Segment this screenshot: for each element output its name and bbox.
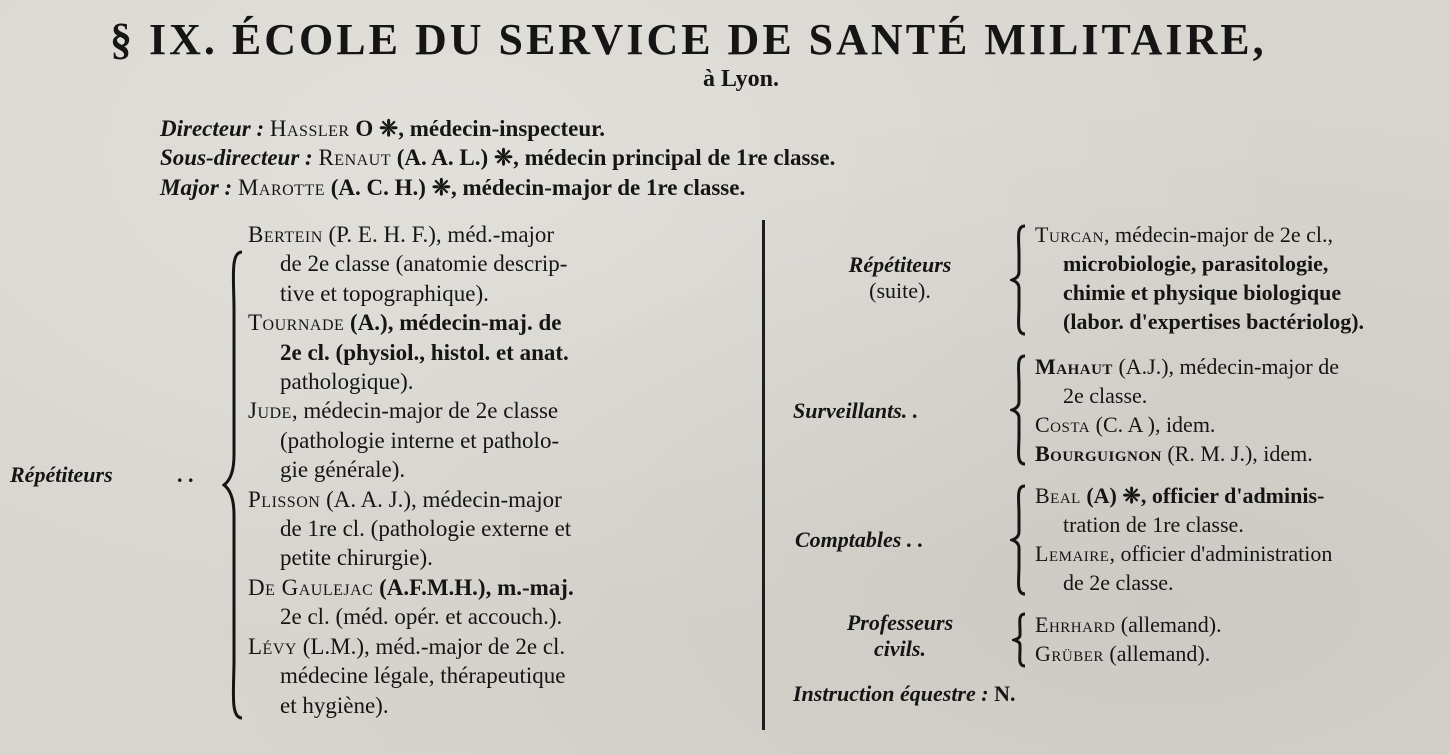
staff-directeur: Directeur : Hassler O ❈, médecin-inspecteur. bbox=[160, 116, 605, 141]
column-divider bbox=[762, 220, 765, 730]
professeurs-brace bbox=[1012, 612, 1028, 668]
surveillants-label: Surveillants. . bbox=[793, 398, 919, 423]
section-title: § IX. ÉCOLE DU SERVICE DE SANTÉ MILITAIRE, bbox=[110, 15, 1267, 64]
repetiteur-entry: De Gaulejac (A.F.M.H.), m.-maj. 2e cl. (méd. opér. et accouch.). bbox=[248, 574, 574, 630]
comptables-list: Beal (A) ❈, officier d'adminis- tration de 1re classe. Lemaire, officier d'administration de 2e classe. bbox=[1035, 483, 1333, 595]
surveillants-brace bbox=[1010, 354, 1028, 466]
repetiteurs-dots: . . bbox=[177, 462, 194, 487]
repetiteur-entry: Tournade (A.), médecin-maj. de 2e cl. (physiol., histol. et anat. pathologique). bbox=[248, 310, 569, 395]
repetiteur-entry: Plisson (A. A. J.), médecin-major de 1re cl. (pathologie externe et petite chirurgie). bbox=[248, 486, 572, 571]
repetiteurs-suite-entry: Turcan, médecin-major de 2e cl., microbiologie, parasitologie, chimie et physique biologique (labor. d'expertises bactériolog). bbox=[1035, 222, 1365, 334]
repetiteurs-brace bbox=[222, 250, 246, 720]
repetiteurs-suite-label: Répétiteurs (suite). bbox=[848, 252, 952, 303]
repetiteurs-list bbox=[248, 220, 738, 720]
repetiteur-entry: Jude, médecin-major de 2e classe (pathologie interne et patholo- gie générale). bbox=[248, 398, 560, 483]
comptables-brace bbox=[1010, 484, 1028, 596]
instruction-equestre: Instruction équestre : N. bbox=[793, 681, 1016, 706]
staff-sous-directeur: Sous-directeur : Renaut (A. A. L.) ❈, médecin principal de 1re classe. bbox=[160, 145, 836, 170]
comptables-label: Comptables . . bbox=[795, 527, 924, 552]
professeurs-label: Professeurs civils. bbox=[846, 610, 954, 661]
repetiteur-entry: Bertein (P. E. H. F.), méd.-major de 2e classe (anatomie descrip- tive et topographique). bbox=[248, 222, 568, 306]
repetiteurs-label: Répétiteurs bbox=[10, 462, 113, 487]
repetiteurs-suite-brace bbox=[1010, 224, 1028, 336]
staff-major: Major : Marotte (A. C. H.) ❈, médecin-major de 1re classe. bbox=[160, 175, 746, 200]
professeurs-list: Ehrhard (allemand). Grüber (allemand). bbox=[1035, 612, 1222, 666]
repetiteur-entry: Lévy (L.M.), méd.-major de 2e cl. médecine légale, thérapeutique et hygiène). bbox=[248, 633, 566, 718]
surveillants-list: Mahaut (A.J.), médecin-major de 2e classe. Costa (C. A ), idem. Bourguignon (R. M. J.), idem. bbox=[1035, 354, 1339, 466]
section-subtitle: à Lyon. bbox=[703, 66, 780, 92]
